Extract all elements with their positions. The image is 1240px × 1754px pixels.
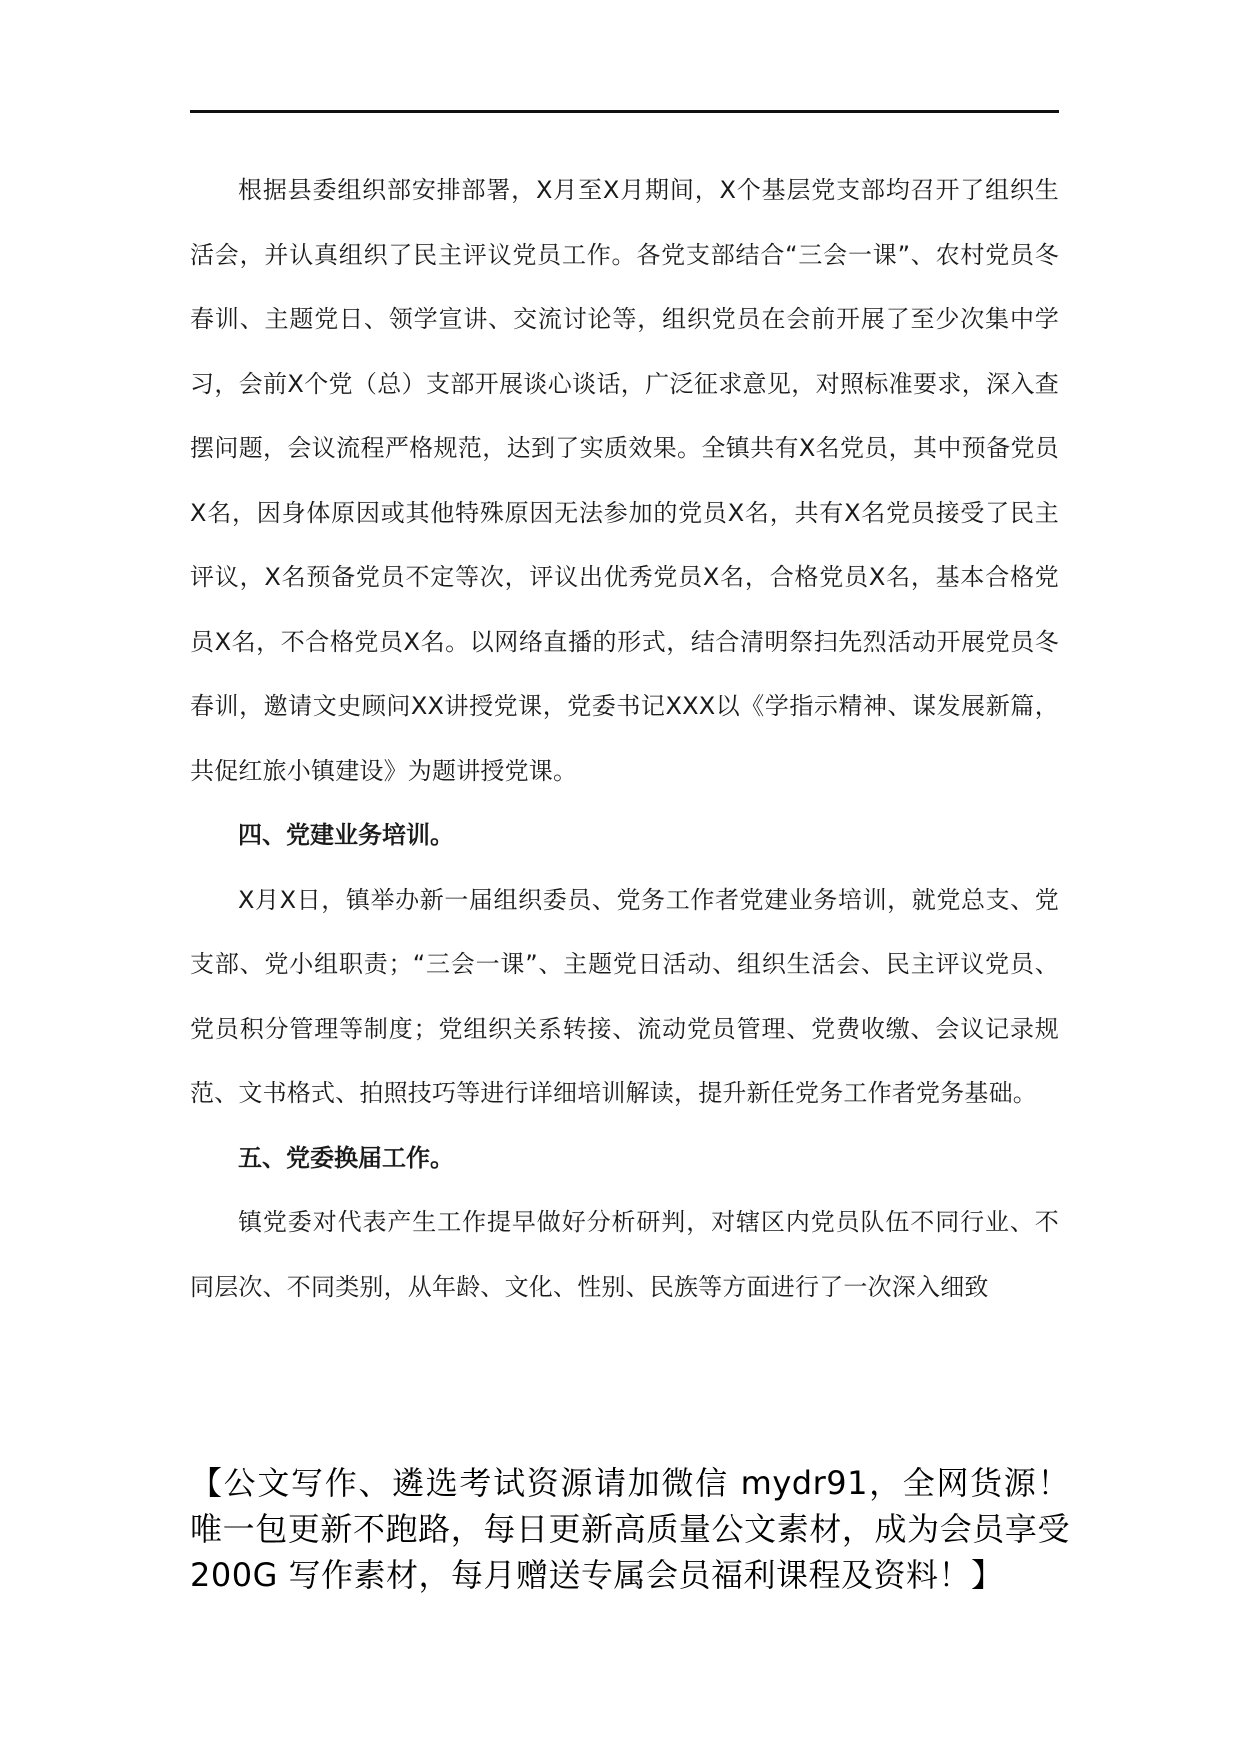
- section-heading-election: 五、党委换届工作。: [238, 1143, 454, 1172]
- paragraph-democratic-review: 根据县委组织部安排部署，X月至X月期间，X个基层党支部均召开了组织生活会，并认真组织了民主评议党员工作。各党支部结合“三会一课”、农村党员冬春训、主题党日、领学宣讲、交流讨论等，组织党员在会前开展了至少次集中学习，会前X个党（总）支部开展谈心谈话，广泛征求意见，对照标准要求，深入查摆问题，会议流程严格规范，达到了实质效果。全镇共有X名党员，其中预备党员X名，因身体原因或其他特殊原因无法参加的党员X名，共有X名党员接受了民主评议，X名预备党员不定等次，评议出优秀党员X名，合格党员X名，基本合格党员X名，不合格党员X名。以网络直播的形式，结合清明祭扫先烈活动开展党员冬春训，邀请文史顾问XX讲授党课，党委书记XXX以《学指示精神、谋发展新篇，共促红旅小镇建设》为题讲授党课。: [190, 176, 1059, 785]
- section-heading-training: 四、党建业务培训。: [238, 821, 454, 849]
- paragraph-training: X月X日，镇举办新一届组织委员、党务工作者党建业务培训，就党总支、党支部、党小组职责；“三会一课”、主题党日活动、组织生活会、民主评议党员、党员积分管理等制度；党组织关系转接、流动党员管理、党费收缴、会议记录规范、文书格式、拍照技巧等进行详细培训解读，提升新任党务工作者党务基础。: [190, 885, 1059, 1107]
- document-body: [190, 158, 1059, 1319]
- paragraph-election: 镇党委对代表产生工作提早做好分析研判，对辖区内党员队伍不同行业、不同层次、不同类别，从年龄、文化、性别、民族等方面进行了一次深入细致: [190, 1208, 1059, 1301]
- header-rule: [190, 110, 1059, 113]
- promo-notice: 【公文写作、遴选考试资源请加微信 mydr91，全网货源！唯一包更新不跑路，每日更新高质量公文素材，成为会员享受 200G 写作素材，每月赠送专属会员福利课程及资料！】: [190, 1464, 1070, 1594]
